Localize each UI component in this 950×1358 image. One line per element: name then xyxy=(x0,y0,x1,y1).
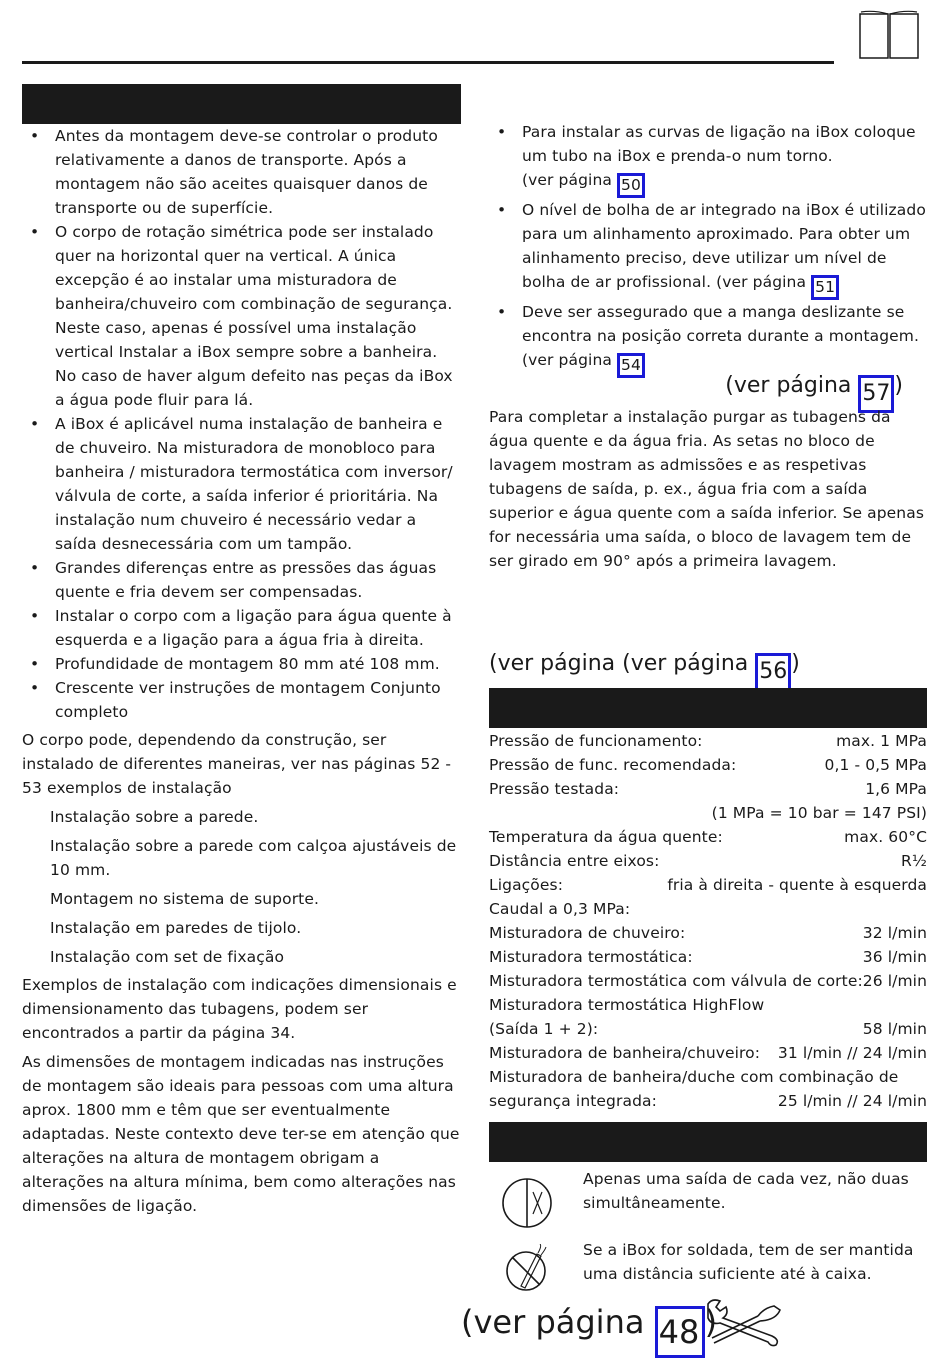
page-link-51[interactable]: 51 xyxy=(811,275,839,300)
spec-value: 25 l/min // 24 l/min xyxy=(777,1092,927,1110)
one-outlet-icon xyxy=(500,1176,554,1230)
table-row xyxy=(489,969,927,993)
table-row xyxy=(489,753,927,777)
footer-page-ref xyxy=(461,1296,717,1358)
spec-value: 32 l/min xyxy=(862,924,927,942)
spec-value: (1 MPa = 10 bar = 147 PSI) xyxy=(711,804,927,822)
list-item-text: O nível de bolha de ar integrado na iBox é utilizado para um alinhamento aproximado. Para obter um alinhamento preciso, deve utilizar um nível de bolha de ar profissional. (ver página xyxy=(522,201,926,291)
page-link-54[interactable]: 54 xyxy=(617,353,645,378)
spec-label: Misturadora de banheira/chuveiro: xyxy=(489,1044,761,1062)
spec-label: Misturadora termostática: xyxy=(489,948,693,966)
list-item-text: Para instalar as curvas de ligação na iBox coloque um tubo na iBox e prenda-o num torno. xyxy=(522,123,916,165)
spec-label: Pressão de funcionamento: xyxy=(489,732,703,750)
spec-label: Ligações: xyxy=(489,876,564,894)
page-link-56[interactable]: 56 xyxy=(755,653,791,691)
spec-value: 0,1 - 0,5 MPa xyxy=(824,756,927,774)
spec-label: Misturadora termostática com válvula de corte: xyxy=(489,972,863,990)
list-item: • A iBox é aplicável numa instalação de banheira e de chuveiro. Na misturadora de monobloco para banheira / misturadora termostática com inversor/ válvula de corte, a saída inferior é prioritária. Na instalação num chuveiro é necessário vedar a saída desnecessária com um tampão. xyxy=(22,412,462,556)
list-item: Instalação em paredes de tijolo. xyxy=(50,919,302,937)
spec-label: Pressão testada: xyxy=(489,780,620,798)
tools-icon xyxy=(702,1296,784,1348)
table-row xyxy=(489,1089,927,1113)
table-row xyxy=(489,801,927,825)
flush-paragraph: Para completar a instalação purgar as tubagens da água quente e da água fria. As setas no bloco de lavagem mostram as admissões e as respetivas tubagens de saída, p. ex., água fria com a saída superior e água quente com a saída inferior. Se apenas for necessária uma saída, o bloco de lavagem tem de ser girado em 90° após a primeira lavagem. xyxy=(489,408,925,570)
technical-data-table xyxy=(489,729,927,1113)
list-item: Instalação com set de fixação xyxy=(50,948,285,966)
table-row xyxy=(489,849,927,873)
page-ref-label: (ver página (ver página xyxy=(489,651,749,676)
page-ref-close: ) xyxy=(894,373,903,398)
list-item xyxy=(489,120,929,198)
table-row xyxy=(489,873,927,897)
table-row xyxy=(489,777,927,801)
spec-value: R½ xyxy=(901,852,927,870)
page-link-48[interactable]: 48 xyxy=(655,1306,705,1358)
spec-value: 36 l/min xyxy=(862,948,927,966)
spec-label: Misturadora termostática HighFlow xyxy=(489,996,765,1014)
pressure-test-heading xyxy=(489,645,929,691)
table-row xyxy=(489,897,927,921)
note-one-outlet: Apenas uma saída de cada vez, não duas simultâneamente. xyxy=(583,1170,909,1212)
note-soldering-distance: Se a iBox for soldada, tem de ser mantida uma distância suficiente até à caixa. xyxy=(583,1241,914,1283)
page-link-57[interactable]: 57 xyxy=(858,375,894,413)
section-header-bar-specs xyxy=(489,688,927,728)
section-header-bar-left xyxy=(22,84,461,124)
installation-variants-list xyxy=(22,805,462,969)
spec-value: 31 l/min // 24 l/min xyxy=(777,1044,927,1062)
no-soldering-icon xyxy=(504,1244,550,1294)
page-ref-label: (ver página xyxy=(522,171,612,189)
spec-label: Misturadora de banheira/duche com combinação de xyxy=(489,1068,899,1086)
installation-variants-paragraph: O corpo pode, dependendo da construção, ser instalado de diferentes maneiras, ver nas páginas 52 - 53 exemplos de instalação xyxy=(22,731,452,797)
spec-value: 1,6 MPa xyxy=(865,780,927,798)
table-row xyxy=(489,729,927,753)
spec-value: 26 l/min xyxy=(862,972,927,990)
list-item: • Antes da montagem deve-se controlar o produto relativamente a danos de transporte. Após a montagem não são aceites quaisquer danos de transporte ou de superfície. xyxy=(22,124,462,220)
list-item: • Profundidade de montagem 80 mm até 108 mm. xyxy=(22,652,462,676)
left-column xyxy=(22,124,462,1218)
table-row xyxy=(489,825,927,849)
list-item xyxy=(489,198,929,300)
open-book-icon xyxy=(858,8,920,60)
table-row xyxy=(489,945,927,969)
table-row xyxy=(489,993,927,1017)
list-item: • Instalar o corpo com a ligação para água quente à esquerda e a ligação para a água fria à direita. xyxy=(22,604,462,652)
page-ref-close: ) xyxy=(791,651,800,676)
spec-label: segurança integrada: xyxy=(489,1092,657,1110)
spec-label: Pressão de func. recomendada: xyxy=(489,756,737,774)
header-rule xyxy=(22,61,834,64)
list-item-text: Deve ser assegurado que a manga deslizante se encontra na posição correta durante a montagem. xyxy=(522,303,920,345)
dimensions-paragraph: As dimensões de montagem indicadas nas instruções de montagem são ideais para pessoas com uma altura aprox. 1800 mm e têm que ser eventualmente adaptadas. Neste contexto deve ter-se em atenção que alterações na altura de montagem obrigam a alterações na altura mínima, bem como alterações nas dimensões de ligação. xyxy=(22,1053,460,1215)
table-row xyxy=(489,1065,927,1089)
page-link-50[interactable]: 50 xyxy=(617,173,645,198)
examples-paragraph: Exemplos de instalação com indicações dimensionais e dimensionamento das tubagens, podem ser encontrados a partir da página 34. xyxy=(22,976,457,1042)
table-row xyxy=(489,921,927,945)
mounting-notes xyxy=(489,120,929,378)
installation-notes-list xyxy=(22,124,462,724)
spec-label: Misturadora de chuveiro: xyxy=(489,924,686,942)
spec-label: Distância entre eixos: xyxy=(489,852,660,870)
list-item: Instalação sobre a parede com calçoa ajustáveis de 10 mm. xyxy=(50,837,457,879)
list-item: • Crescente ver instruções de montagem Conjunto completo xyxy=(22,676,462,724)
spec-value: max. 1 MPa xyxy=(836,732,927,750)
list-item: • O corpo de rotação simétrica pode ser instalado quer na horizontal quer na vertical. A única excepção é ao instalar uma misturadora de banheira/chuveiro com combinação de segurança. Neste caso, apenas é possível uma instalação vertical Instalar a iBox sempre sobre a banheira. No caso de haver algum defeito nas peças da iBox a água pode fluir para lá. xyxy=(22,220,462,412)
mounting-notes-list xyxy=(489,120,929,378)
page-ref-close: ) xyxy=(704,1303,718,1341)
spec-label: Caudal a 0,3 MPa: xyxy=(489,900,631,918)
section-header-bar-notes xyxy=(489,1122,927,1162)
spec-label: Temperatura da água quente: xyxy=(489,828,723,846)
page-ref-label: (ver página xyxy=(461,1303,645,1341)
page-ref-label: (ver página xyxy=(725,373,852,398)
spec-value: max. 60°C xyxy=(844,828,927,846)
spec-label: (Saída 1 + 2): xyxy=(489,1020,599,1038)
spec-value: fria à direita - quente à esquerda xyxy=(667,876,927,894)
table-row xyxy=(489,1041,927,1065)
list-item: Montagem no sistema de suporte. xyxy=(50,890,320,908)
list-item: • Grandes diferenças entre as pressões das águas quente e fria devem ser compensadas. xyxy=(22,556,462,604)
list-item: Instalação sobre a parede. xyxy=(50,808,259,826)
table-row xyxy=(489,1017,927,1041)
spec-value: 58 l/min xyxy=(862,1020,927,1038)
page-ref-label: (ver página xyxy=(522,351,612,369)
